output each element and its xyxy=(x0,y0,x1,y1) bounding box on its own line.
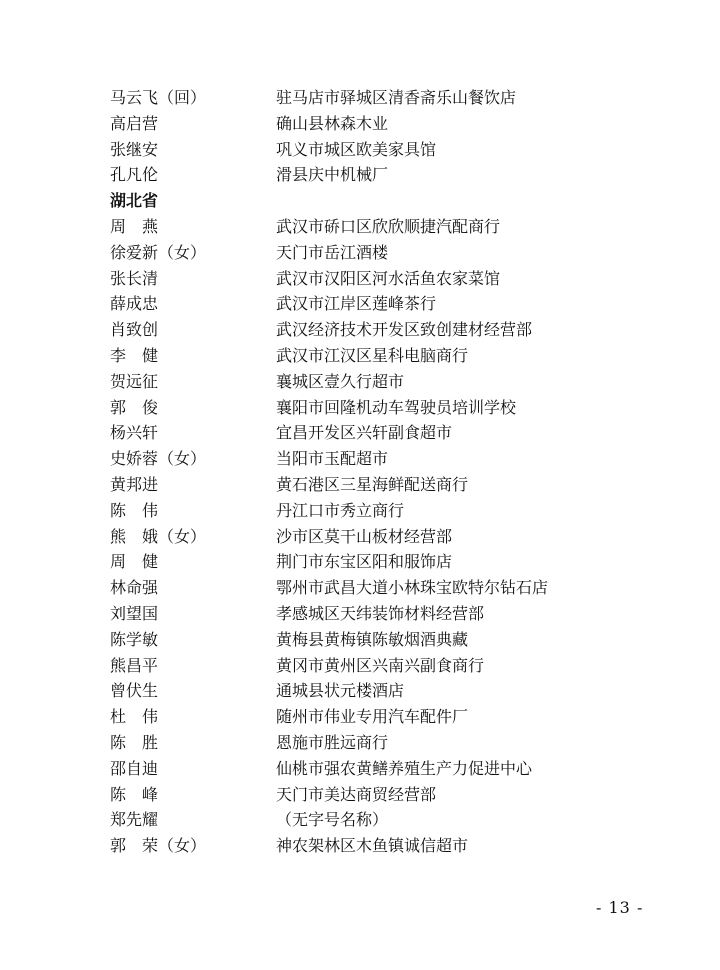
list-item xyxy=(110,162,670,188)
person-name: 曾伏生 xyxy=(110,681,159,701)
organization-name: 黄冈市黄州区兴南兴副食商行 xyxy=(276,655,485,675)
list-item xyxy=(110,498,670,524)
list-item xyxy=(110,782,670,808)
organization-name: 当阳市玉配超市 xyxy=(276,449,389,469)
list-item xyxy=(110,111,670,137)
person-name: 邵自迪 xyxy=(110,758,159,778)
list-item xyxy=(110,369,670,395)
organization-name: 随州市伟业专用汽车配件厂 xyxy=(276,707,469,727)
list-item xyxy=(110,266,670,292)
person-name: 孔凡伦 xyxy=(110,165,159,185)
list-item xyxy=(110,678,670,704)
list-item xyxy=(110,704,670,730)
list-item xyxy=(110,524,670,550)
person-name: 史娇蓉（女） xyxy=(110,449,207,469)
person-name: 张继安 xyxy=(110,139,159,159)
person-name: 熊昌平 xyxy=(110,655,159,675)
person-name: 黄邦进 xyxy=(110,474,159,494)
person-name: 陈 胜 xyxy=(110,732,159,752)
organization-name: 武汉市硚口区欣欣顺捷汽配商行 xyxy=(276,216,501,236)
person-name: 高启营 xyxy=(110,113,159,133)
organization-name: 武汉市江汉区星科电脑商行 xyxy=(276,345,469,365)
organization-name: 武汉市汉阳区河水活鱼农家菜馆 xyxy=(276,268,501,288)
organization-name: 天门市岳江酒楼 xyxy=(276,242,389,262)
organization-name: 仙桃市强农黄鳝养殖生产力促进中心 xyxy=(276,758,533,778)
organization-name: 驻马店市驿城区清香斋乐山餐饮店 xyxy=(276,88,517,107)
list-item xyxy=(110,317,670,343)
person-name: 林命强 xyxy=(110,578,159,598)
organization-name: 黄石港区三星海鲜配送商行 xyxy=(276,474,469,494)
list-item xyxy=(110,446,670,472)
organization-name: 恩施市胜远商行 xyxy=(276,732,389,752)
person-name: 陈学敏 xyxy=(110,629,159,649)
organization-name: 丹江口市秀立商行 xyxy=(276,500,405,520)
list-item xyxy=(110,85,670,111)
person-name: 熊 娥（女） xyxy=(110,526,207,546)
organization-name: 襄城区壹久行超市 xyxy=(276,371,405,391)
organization-name: 荆门市东宝区阳和服饰店 xyxy=(276,552,453,572)
person-name: 陈 峰 xyxy=(110,784,159,804)
organization-name: 孝感城区天纬装饰材料经营部 xyxy=(276,603,485,623)
person-name: 马云飞（回） xyxy=(110,88,207,107)
organization-name: 武汉经济技术开发区致创建材经营部 xyxy=(276,320,533,340)
organization-name: 黄梅县黄梅镇陈敏烟酒典藏 xyxy=(276,629,469,649)
province-heading xyxy=(110,188,670,214)
list-item xyxy=(110,627,670,653)
list-item xyxy=(110,653,670,679)
organization-name: 通城县状元楼酒店 xyxy=(276,681,405,701)
list-item xyxy=(110,214,670,240)
person-name: 薛成忠 xyxy=(110,294,159,314)
list-item xyxy=(110,601,670,627)
person-name: 杨兴轩 xyxy=(110,423,159,443)
list-item xyxy=(110,756,670,782)
organization-name: 武汉市江岸区莲峰茶行 xyxy=(276,294,437,314)
organization-name: 沙市区莫干山板材经营部 xyxy=(276,526,453,546)
organization-name: 巩义市城区欧美家具馆 xyxy=(276,139,437,159)
page-number: - 13 - xyxy=(596,898,644,917)
person-name: 徐爱新（女） xyxy=(110,242,207,262)
province-name: 湖北省 xyxy=(110,191,159,211)
honoree-list xyxy=(110,85,670,859)
list-item xyxy=(110,730,670,756)
person-name: 李 健 xyxy=(110,345,159,365)
organization-name: （无字号名称） xyxy=(276,810,389,830)
organization-name: 鄂州市武昌大道小林珠宝欧特尔钻石店 xyxy=(276,578,549,598)
list-item xyxy=(110,472,670,498)
organization-name: 滑县庆中机械厂 xyxy=(276,165,389,185)
person-name: 张长清 xyxy=(110,268,159,288)
person-name: 郭 俊 xyxy=(110,397,159,417)
list-item xyxy=(110,395,670,421)
person-name: 周 燕 xyxy=(110,216,159,236)
list-item xyxy=(110,240,670,266)
person-name: 杜 伟 xyxy=(110,707,159,727)
organization-name: 神农架林区木鱼镇诚信超市 xyxy=(276,836,469,856)
organization-name: 宜昌开发区兴轩副食超市 xyxy=(276,423,453,443)
list-item xyxy=(110,575,670,601)
list-item xyxy=(110,137,670,163)
list-item xyxy=(110,549,670,575)
list-item xyxy=(110,420,670,446)
person-name: 郭 荣（女） xyxy=(110,836,207,856)
person-name: 贺远征 xyxy=(110,371,159,391)
person-name: 肖致创 xyxy=(110,320,159,340)
organization-name: 确山县林森木业 xyxy=(276,113,389,133)
person-name: 陈 伟 xyxy=(110,500,159,520)
person-name: 刘望国 xyxy=(110,603,159,623)
organization-name: 襄阳市回隆机动车驾驶员培训学校 xyxy=(276,397,517,417)
list-item xyxy=(110,291,670,317)
list-item xyxy=(110,343,670,369)
list-item xyxy=(110,833,670,859)
organization-name: 天门市美达商贸经营部 xyxy=(276,784,437,804)
person-name: 郑先耀 xyxy=(110,810,159,830)
list-item xyxy=(110,807,670,833)
person-name: 周 健 xyxy=(110,552,159,572)
